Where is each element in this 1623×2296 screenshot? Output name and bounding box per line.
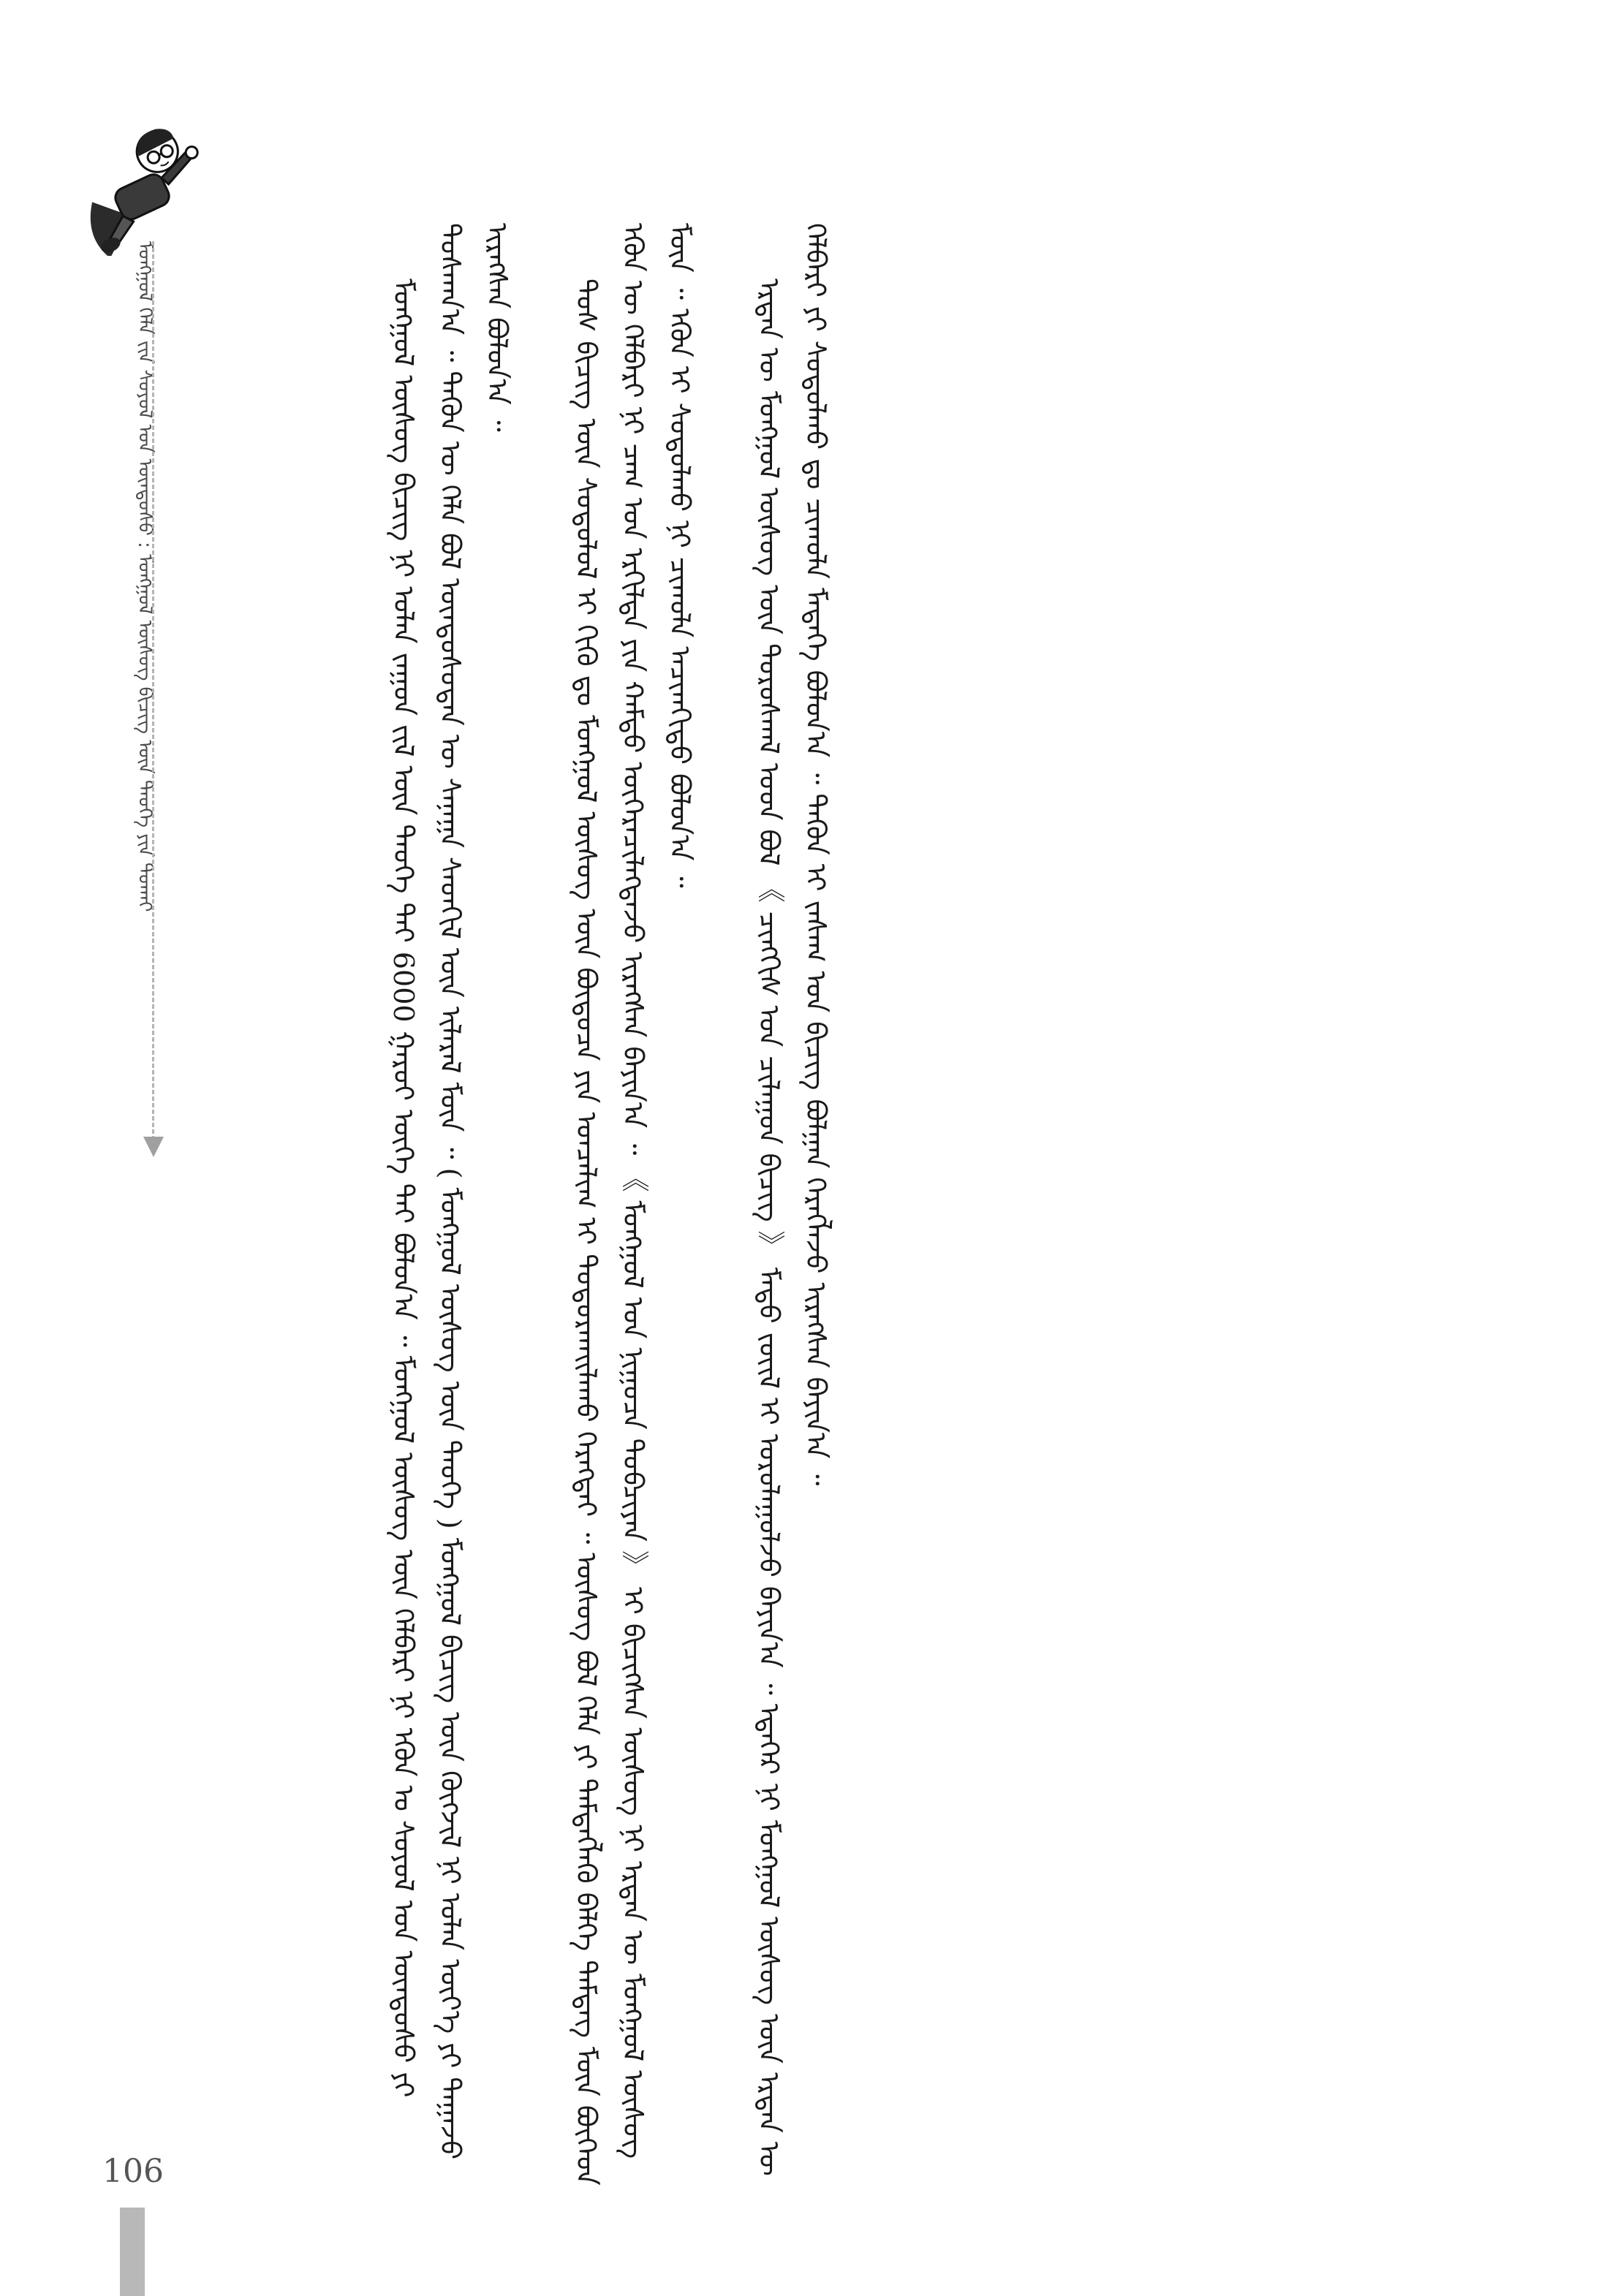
running-header-title: ᠮᠣᠩᠭᠣᠯ ᠬᠡᠯᠡ ᠵᠢᠨ ᠰᠣᠶᠣᠯ ᠤᠨ ᠦᠨᠳᠦᠰᠦ : ᠮᠣᠩᠭᠣᠯ ᠦᠰᠦᠭ ᠪᠢᠴᠢᠭ᠌ ᠦᠨ ᠲᠡᠦᠬᠡ ᠶᠢᠨ ᠲᠤᠬᠠᠢ (134, 241, 156, 912)
paragraph: ᠡᠷᠲᠡᠨ ᠦ ᠮᠣᠩᠭᠣᠯ ᠦᠰᠦᠭ ᠦᠨ ᠳᠤᠷᠤᠰᠬᠠᠯ ᠤᠳ ᠪᠣᠯ 《 ᠴᠢᠩᠭᠢᠰ ᠤᠨ ᠴᠢᠯᠠᠭᠤᠨ ᠪᠢᠴᠢᠭ 》 ᠮᠡᠲᠦ ᠵᠦᠢᠯ ᠢ ᠣᠷᠣᠯᠠᠭᠤᠯᠵᠤ ᠪᠠᠶᠢᠨ᠎ᠠ ᠃ ᠡᠳᠡᠭᠡᠷ ᠨᠢ ᠮᠣᠩᠭᠣᠯ ᠦᠰᠦᠭ ᠦᠨ ᠡᠷᠲᠡᠨ ᠦ ᠬᠡᠯᠪᠡᠷᠢ ᠶᠢ ᠰᠤᠳᠤᠯᠬᠤ ᠳᠤ ᠴᠢᠬᠤᠯᠠ ᠮᠡᠳᠡᠭᠡ ᠪᠣᠯᠤᠨ᠎ᠠ ᠃ ᠲᠡᠭᠦᠨ ᠢ ᠵᠠᠰᠠᠭ ᠤᠨ ᠪᠢᠴᠢᠭ ᠪᠣᠯᠭᠠᠨ ᠬᠡᠷᠡᠭᠯᠡᠵᠦ ᠢᠷᠡᠭᠰᠡᠨ ᠪᠠᠶᠢᠨ᠎ᠠ ᠃ (753, 223, 832, 2176)
mascot-illustration (64, 128, 225, 256)
page-edge-bar (120, 2208, 145, 2296)
body-text (380, 223, 1316, 2197)
page-number: 106 (102, 2153, 164, 2190)
paragraph: ᠲᠤᠰ ᠪᠢᠴᠢᠭ ᠦᠨ ᠰᠤᠳᠤᠯᠤᠯ ᠢ ᠬᠢᠬᠦ ᠳᠤ ᠮᠣᠩᠭᠣᠯ ᠦᠰᠦᠭ ᠦᠨ ᠪᠦᠲᠦᠴᠡ ᠶᠢᠨ ᠣᠨᠴᠠᠯᠢᠭ ᠢ ᠲᠣᠳᠣᠷᠬᠠᠢᠯᠠᠬᠤ ᠬᠡᠷᠡᠭᠲᠡᠢ ᠃ ᠦᠰᠦᠭ ᠪᠣᠯ ᠬᠡᠯᠡ ᠶᠢ ᠲᠡᠮᠳᠡᠭᠯᠡᠬᠦ ᠪᠡᠯᠭᠡ ᠲᠡᠮᠳᠡᠭ ᠮᠥᠨ ᠪᠥᠭᠡᠳ ᠡᠭᠦᠨ ᠦ ᠬᠡᠯᠪᠡᠷᠢ ᠨᠢ ᠴᠠᠭ ᠤᠨ ᠡᠷᠭᠢᠯᠲᠡ ᠶᠢᠨ ᠬᠠᠮᠲᠤ ᠥᠭᠡᠷᠡᠴᠢᠯᠡᠭᠳᠡᠵᠦ ᠢᠷᠡᠭᠰᠡᠨ ᠪᠠᠶᠢᠨ᠎ᠠ ᠃ 《 ᠮᠣᠩᠭᠣᠯ ᠤᠨ ᠨᠢᠭᠤᠴᠠ ᠲᠤᠪᠴᠢᠶᠠᠨ 》 ᠢ ᠪᠢᠴᠢᠭᠰᠡᠨ ᠦᠰᠦᠭ ᠨᠢ ᠡᠷᠲᠡᠨ ᠦ ᠮᠣᠩᠭᠣᠯ ᠦᠰᠦᠭ ᠮᠥᠨ ᠃ ᠡᠭᠦᠨ ᠢ ᠰᠤᠳᠤᠯᠬᠤ ᠨᠢ ᠴᠢᠬᠤᠯᠠ ᠠᠴᠢᠬᠬᠢᠲᠤ ᠪᠣᠯᠤᠨ᠎ᠠ ᠃ (570, 223, 696, 2186)
header-arrow-icon (143, 1137, 164, 1157)
paragraph: ᠮᠣᠩᠭᠣᠯ ᠦᠰᠦᠭ ᠪᠢᠴᠢᠭ ᠨᠢ ᠣᠯᠠᠨ ᠵᠠᠭᠤᠨ ᠵᠢᠯ ᠦᠨ ᠲᠡᠦᠬᠡ ᠲᠠᠢ 6000 ᠭᠠᠷᠤᠢ ᠦᠭᠡ ᠲᠠᠢ ᠪᠣᠯᠤᠨ᠎ᠠ ᠃ ᠮᠣᠩᠭᠣᠯ ᠦᠰᠦᠭ ᠦᠨ ᠬᠡᠯᠪᠡᠷᠢ ᠨᠢ ᠡᠭᠦᠨ ᠤ ᠰᠣᠶᠣᠯ ᠤᠨ ᠦᠨᠳᠦᠰᠦ ᠶᠢ ᠲᠤᠰᠬᠠᠨ᠎ᠠ ᠃ ᠲᠡᠭᠦᠨ ᠦ ᠬᠡᠯᠡ ᠪᠣᠯ ᠦᠨᠳᠦᠰᠦᠲᠡᠨ ᠦ ᠰᠠᠨᠠᠭᠠ ᠰᠡᠳᠬᠢᠯ ᠦᠨ ᠢᠯᠡᠷᠡᠯ ᠮᠥᠨ ᠃ ( ᠮᠣᠩᠭᠣᠯ ᠦᠰᠦᠭ ᠦᠨ ᠲᠡᠦᠬᠡ ) ᠮᠣᠩᠭᠣᠯ ᠪᠢᠴᠢᠭ ᠦᠨ ᠬᠥᠭᠵᠢᠯ ᠨᠢ ᠣᠯᠠᠨ ᠦᠶ᠎ᠡ ᠶᠢ ᠳᠠᠭᠠᠵᠤ ᠢᠷᠡᠭᠰᠡᠨ ᠪᠣᠯᠤᠨ᠎ᠠ ᠃ (387, 223, 513, 2160)
header-divider (152, 241, 154, 1140)
